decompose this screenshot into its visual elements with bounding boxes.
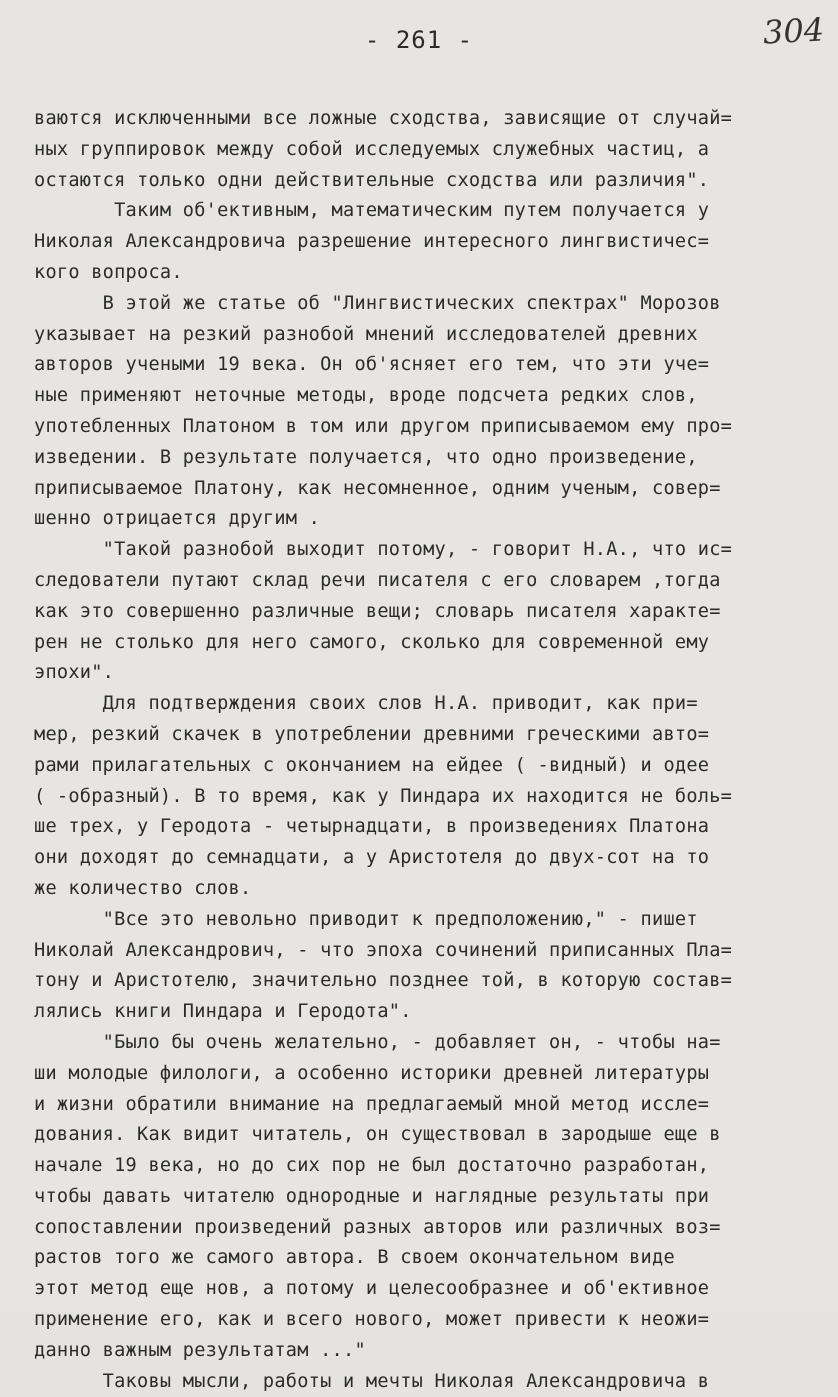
text-line: ше трех, у Геродота - четырнадцати, в произведениях Платона [34,816,710,838]
text-line: ( -образный). В то время, как у Пиндара их находится не боль= [34,785,733,807]
text-line: ные применяют неточные методы, вроде подсчета редких слов, [34,385,698,407]
text-line: сопоставлении произведений разных авторов или различных воз= [34,1216,721,1238]
text-line: они доходят до семнадцати, а у Аристотеля до двух-сот на то [34,847,710,869]
text-line: мер, резкий скачек в употреблении древними греческими авто= [34,723,710,745]
text-line: рен не столько для него самого, сколько для современной ему [34,631,710,653]
text-line: рами прилагательных с окончанием на ейдее ( -видный) и одее [34,754,710,776]
text-line: Таким об'ективным, математическим путем получается у [34,200,710,222]
text-line: же количество слов. [34,877,252,899]
text-line: растов того же самого автора. В своем окончательном виде [34,1247,675,1269]
body-text [34,104,834,1397]
text-line: шенно отрицается другим . [34,508,321,530]
text-line: ных группировок между собой исследуемых служебных частиц, а [34,138,710,160]
text-line: как это совершенно различные вещи; словарь писателя характе= [34,600,721,622]
text-line: чтобы давать читателю однородные и наглядные результаты при [34,1185,710,1207]
text-line: эпохи". [34,662,115,684]
text-line: изведении. В результате получается, что одно произведение, [34,446,698,468]
text-line: "Все это невольно приводит к предположению," - пишет [34,908,698,930]
text-line: этот метод еще нов, а потому и целесообразнее и об'ективное [34,1278,710,1300]
archive-page-number: 304 [761,10,825,52]
text-line: Таковы мысли, работы и мечты Николая Александровича в [34,1370,710,1392]
text-line: "Такой разнобой выходит потому, - говорит Н.А., что ис= [34,539,733,561]
text-line: начале 19 века, но до сих пор не был достаточно разработан, [34,1155,710,1177]
text-line: употебленных Платоном в том или другом приписываемом ему про= [34,415,733,437]
text-line: данно важным результатам ..." [34,1339,366,1361]
text-line: применение его, как и всего нового, может привести к неожи= [34,1309,710,1331]
text-line: авторов учеными 19 века. Он об'ясняет его тем, что эти уче= [34,354,710,376]
text-line: "Было бы очень желательно, - добавляет он, - чтобы на= [34,1031,721,1053]
text-line: и жизни обратили внимание на предлагаемый мной метод иссле= [34,1093,710,1115]
text-line: приписываемое Платону, как несомненное, одним ученым, совер= [34,477,721,499]
text-line: следователи путают склад речи писателя с его словарем ,тогда [34,569,721,591]
text-line: Николай Александрович, - что эпоха сочинений приписанных Пла= [34,939,733,961]
text-line: дования. Как видит читатель, он существовал в зародыше еще в [34,1124,721,1146]
text-line: указывает на резкий разнобой мнений исследователей древних [34,323,698,345]
text-line: ши молодые филологи, а особенно историки древней литературы [34,1062,710,1084]
text-line: кого вопроса. [34,261,183,283]
text-line: тону и Аристотелю, значительно позднее той, в которую состав= [34,970,733,992]
text-line: В этой же статье об "Лингвистических спектрах" Морозов [34,292,721,314]
page-number: - 261 - [364,26,474,54]
text-line: лялись книги Пиндара и Геродота". [34,1001,412,1023]
text-line: Николая Александровича разрешение интересного лингвистичес= [34,231,710,253]
text-line: Для подтверждения своих слов Н.А. приводит, как при= [34,693,698,715]
text-line: остаются только одни действительные сходства или различия". [34,169,710,191]
text-line: ваются исключенными все ложные сходства, зависящие от случай= [34,108,733,129]
